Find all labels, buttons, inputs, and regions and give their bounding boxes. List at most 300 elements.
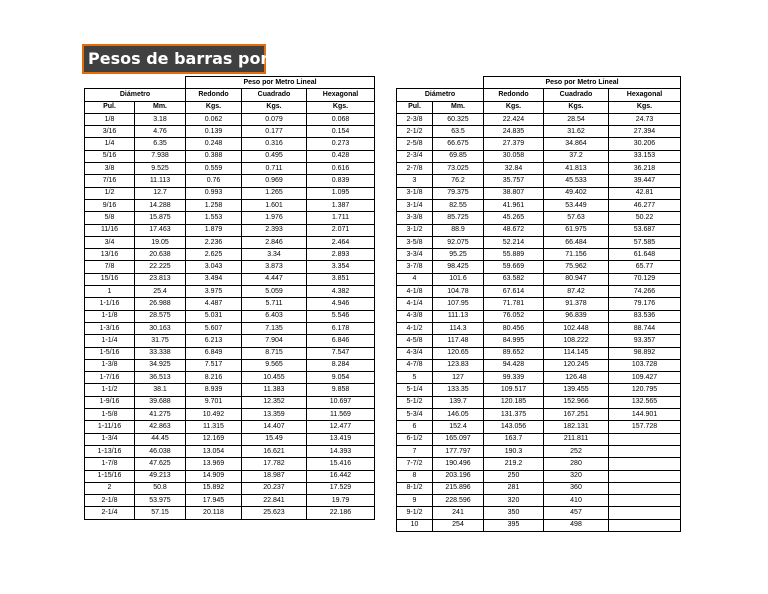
cell-inch: 1-1/4 <box>85 335 135 347</box>
cell-inch: 8 <box>397 470 433 482</box>
cell-inch: 1-3/16 <box>85 322 135 334</box>
cell-square-kg: 252 <box>544 445 609 457</box>
cell-hex-kg: 6.846 <box>307 335 375 347</box>
table-row <box>397 409 681 421</box>
cell-square-kg: 498 <box>544 519 609 531</box>
table-row <box>85 433 375 445</box>
cell-inch: 1-11/16 <box>85 421 135 433</box>
table-row <box>397 163 681 175</box>
cell-inch: 9/16 <box>85 199 135 211</box>
cell-inch: 3-1/2 <box>397 224 433 236</box>
cell-mm: 39.688 <box>135 396 186 408</box>
table-row <box>85 138 375 150</box>
header-group: Peso por Metro Lineal <box>484 77 681 89</box>
cell-round-kg: 14.909 <box>186 470 242 482</box>
weight-table-left <box>84 76 375 520</box>
header-kgs: Kgs. <box>484 101 544 113</box>
cell-hex-kg: 0.428 <box>307 150 375 162</box>
cell-hex-kg: 46.277 <box>609 199 681 211</box>
cell-square-kg: 6.403 <box>242 310 307 322</box>
cell-mm: 4.76 <box>135 126 186 138</box>
header-kgs: Kgs. <box>609 101 681 113</box>
cell-hex-kg: 6.178 <box>307 322 375 334</box>
table-row <box>397 482 681 494</box>
header-mm: Mm. <box>135 101 186 113</box>
cell-inch: 1/4 <box>85 138 135 150</box>
table-row <box>397 495 681 507</box>
cell-round-kg: 22.424 <box>484 113 544 125</box>
cell-mm: 3.18 <box>135 113 186 125</box>
table-row <box>85 310 375 322</box>
table-row <box>397 212 681 224</box>
cell-hex-kg <box>609 519 681 531</box>
cell-round-kg: 52.214 <box>484 236 544 248</box>
cell-hex-kg <box>609 458 681 470</box>
header-kgs: Kgs. <box>307 101 375 113</box>
cell-hex-kg: 24.73 <box>609 113 681 125</box>
table-row <box>397 384 681 396</box>
cell-hex-kg: 42.81 <box>609 187 681 199</box>
cell-mm: 76.2 <box>433 175 484 187</box>
cell-square-kg: 12.352 <box>242 396 307 408</box>
cell-inch: 1-3/8 <box>85 359 135 371</box>
cell-hex-kg: 88.744 <box>609 322 681 334</box>
cell-square-kg: 15.49 <box>242 433 307 445</box>
cell-mm: 82.55 <box>433 199 484 211</box>
cell-square-kg: 31.62 <box>544 126 609 138</box>
cell-inch: 7/16 <box>85 175 135 187</box>
cell-square-kg: 80.947 <box>544 273 609 285</box>
cell-square-kg: 5.711 <box>242 298 307 310</box>
cell-square-kg: 114.145 <box>544 347 609 359</box>
cell-round-kg: 2.625 <box>186 249 242 261</box>
cell-round-kg: 1.258 <box>186 199 242 211</box>
cell-inch: 2-1/2 <box>397 126 433 138</box>
cell-mm: 114.3 <box>433 322 484 334</box>
table-row <box>85 445 375 457</box>
cell-square-kg: 91.378 <box>544 298 609 310</box>
cell-square-kg: 120.245 <box>544 359 609 371</box>
cell-round-kg: 3.975 <box>186 286 242 298</box>
cell-round-kg: 67.614 <box>484 286 544 298</box>
cell-mm: 79.375 <box>433 187 484 199</box>
cell-hex-kg: 4.946 <box>307 298 375 310</box>
cell-square-kg: 45.533 <box>544 175 609 187</box>
cell-inch: 2-1/8 <box>85 495 135 507</box>
cell-mm: 190.496 <box>433 458 484 470</box>
cell-square-kg: 0.969 <box>242 175 307 187</box>
cell-square-kg: 41.813 <box>544 163 609 175</box>
cell-inch: 1/2 <box>85 187 135 199</box>
cell-mm: 92.075 <box>433 236 484 248</box>
cell-round-kg: 41.961 <box>484 199 544 211</box>
cell-mm: 38.1 <box>135 384 186 396</box>
table-row <box>397 199 681 211</box>
table-row <box>397 273 681 285</box>
cell-inch: 2-7/8 <box>397 163 433 175</box>
cell-inch: 13/16 <box>85 249 135 261</box>
table-row <box>85 322 375 334</box>
cell-hex-kg: 0.839 <box>307 175 375 187</box>
table-row <box>397 138 681 150</box>
cell-hex-kg: 53.687 <box>609 224 681 236</box>
cell-mm: 11.113 <box>135 175 186 187</box>
header-kgs: Kgs. <box>186 101 242 113</box>
cell-round-kg: 5.607 <box>186 322 242 334</box>
table-row <box>85 199 375 211</box>
table-row <box>397 322 681 334</box>
cell-mm: 19.05 <box>135 236 186 248</box>
cell-hex-kg: 1.095 <box>307 187 375 199</box>
cell-round-kg: 109.517 <box>484 384 544 396</box>
page-title-text: Pesos de barras por ml. <box>84 46 264 72</box>
table-row <box>397 150 681 162</box>
cell-inch: 1-5/8 <box>85 409 135 421</box>
cell-inch: 5-1/4 <box>397 384 433 396</box>
cell-mm: 98.425 <box>433 261 484 273</box>
cell-round-kg: 20.118 <box>186 507 242 519</box>
cell-hex-kg: 0.154 <box>307 126 375 138</box>
cell-hex-kg: 0.616 <box>307 163 375 175</box>
table-row <box>397 236 681 248</box>
cell-mm: 57.15 <box>135 507 186 519</box>
cell-round-kg: 0.139 <box>186 126 242 138</box>
cell-hex-kg: 10.697 <box>307 396 375 408</box>
table-row <box>397 261 681 273</box>
cell-square-kg: 75.962 <box>544 261 609 273</box>
cell-hex-kg: 65.77 <box>609 261 681 273</box>
cell-mm: 30.163 <box>135 322 186 334</box>
cell-square-kg: 4.447 <box>242 273 307 285</box>
table-row <box>397 396 681 408</box>
header-kgs: Kgs. <box>544 101 609 113</box>
cell-hex-kg: 2.071 <box>307 224 375 236</box>
cell-round-kg: 2.236 <box>186 236 242 248</box>
page-title <box>82 44 303 74</box>
cell-square-kg: 2.846 <box>242 236 307 248</box>
cell-inch: 6-1/2 <box>397 433 433 445</box>
cell-round-kg: 120.185 <box>484 396 544 408</box>
cell-square-kg: 96.839 <box>544 310 609 322</box>
cell-mm: 69.85 <box>433 150 484 162</box>
cell-inch: 3-7/8 <box>397 261 433 273</box>
table-row <box>397 310 681 322</box>
cell-hex-kg: 2.893 <box>307 249 375 261</box>
cell-square-kg: 102.448 <box>544 322 609 334</box>
cell-round-kg: 0.76 <box>186 175 242 187</box>
cell-mm: 228.596 <box>433 495 484 507</box>
table-row <box>397 298 681 310</box>
table-row <box>397 187 681 199</box>
table-row <box>85 347 375 359</box>
cell-inch: 1-1/8 <box>85 310 135 322</box>
cell-hex-kg: 74.266 <box>609 286 681 298</box>
table-row <box>85 126 375 138</box>
cell-inch: 15/16 <box>85 273 135 285</box>
cell-inch: 4-1/2 <box>397 322 433 334</box>
cell-round-kg: 11.315 <box>186 421 242 433</box>
cell-round-kg: 10.492 <box>186 409 242 421</box>
cell-inch: 5/8 <box>85 212 135 224</box>
cell-round-kg: 320 <box>484 495 544 507</box>
cell-inch: 10 <box>397 519 433 531</box>
cell-square-kg: 0.316 <box>242 138 307 150</box>
header-round: Redondo <box>484 89 544 101</box>
cell-round-kg: 8.216 <box>186 372 242 384</box>
table-row <box>85 495 375 507</box>
cell-mm: 85.725 <box>433 212 484 224</box>
cell-square-kg: 13.359 <box>242 409 307 421</box>
cell-square-kg: 18.987 <box>242 470 307 482</box>
cell-round-kg: 12.169 <box>186 433 242 445</box>
cell-inch: 2 <box>85 482 135 494</box>
header-square: Cuadrado <box>242 89 307 101</box>
cell-round-kg: 250 <box>484 470 544 482</box>
cell-inch: 7/8 <box>85 261 135 273</box>
cell-mm: 63.5 <box>433 126 484 138</box>
cell-hex-kg: 5.546 <box>307 310 375 322</box>
cell-inch: 9 <box>397 495 433 507</box>
cell-square-kg: 167.251 <box>544 409 609 421</box>
table-row <box>397 519 681 531</box>
cell-mm: 20.638 <box>135 249 186 261</box>
cell-hex-kg: 39.447 <box>609 175 681 187</box>
table-row <box>397 470 681 482</box>
cell-square-kg: 9.565 <box>242 359 307 371</box>
cell-round-kg: 99.339 <box>484 372 544 384</box>
cell-hex-kg: 132.565 <box>609 396 681 408</box>
cell-mm: 66.675 <box>433 138 484 150</box>
cell-inch: 4-1/4 <box>397 298 433 310</box>
cell-mm: 203.196 <box>433 470 484 482</box>
table-row <box>85 421 375 433</box>
cell-mm: 17.463 <box>135 224 186 236</box>
cell-square-kg: 37.2 <box>544 150 609 162</box>
cell-round-kg: 55.889 <box>484 249 544 261</box>
cell-inch: 5-3/4 <box>397 409 433 421</box>
cell-square-kg: 320 <box>544 470 609 482</box>
cell-mm: 47.625 <box>135 458 186 470</box>
cell-mm: 42.863 <box>135 421 186 433</box>
cell-mm: 53.975 <box>135 495 186 507</box>
cell-inch: 3/8 <box>85 163 135 175</box>
cell-square-kg: 16.621 <box>242 445 307 457</box>
cell-hex-kg: 12.477 <box>307 421 375 433</box>
table-row <box>397 175 681 187</box>
cell-round-kg: 281 <box>484 482 544 494</box>
cell-square-kg: 152.966 <box>544 396 609 408</box>
cell-square-kg: 1.601 <box>242 199 307 211</box>
cell-mm: 177.797 <box>433 445 484 457</box>
cell-inch: 6 <box>397 421 433 433</box>
cell-inch: 3-3/4 <box>397 249 433 261</box>
cell-round-kg: 0.559 <box>186 163 242 175</box>
cell-hex-kg: 30.206 <box>609 138 681 150</box>
cell-square-kg: 0.711 <box>242 163 307 175</box>
cell-round-kg: 32.84 <box>484 163 544 175</box>
cell-mm: 31.75 <box>135 335 186 347</box>
cell-mm: 107.95 <box>433 298 484 310</box>
cell-hex-kg: 93.357 <box>609 335 681 347</box>
cell-round-kg: 15.892 <box>186 482 242 494</box>
cell-square-kg: 0.079 <box>242 113 307 125</box>
cell-mm: 152.4 <box>433 421 484 433</box>
cell-round-kg: 45.265 <box>484 212 544 224</box>
cell-square-kg: 14.407 <box>242 421 307 433</box>
cell-hex-kg: 57.585 <box>609 236 681 248</box>
cell-round-kg: 395 <box>484 519 544 531</box>
table-row <box>85 212 375 224</box>
cell-hex-kg: 79.176 <box>609 298 681 310</box>
cell-hex-kg: 103.728 <box>609 359 681 371</box>
cell-hex-kg: 0.068 <box>307 113 375 125</box>
header-diameter: Diámetro <box>397 89 484 101</box>
cell-inch: 4 <box>397 273 433 285</box>
table-row <box>85 236 375 248</box>
cell-square-kg: 139.455 <box>544 384 609 396</box>
cell-inch: 4-5/8 <box>397 335 433 347</box>
table-row <box>397 347 681 359</box>
cell-inch: 2-1/4 <box>85 507 135 519</box>
cell-hex-kg: 1.387 <box>307 199 375 211</box>
cell-square-kg: 17.782 <box>242 458 307 470</box>
cell-hex-kg: 13.419 <box>307 433 375 445</box>
cell-round-kg: 59.669 <box>484 261 544 273</box>
cell-hex-kg: 70.129 <box>609 273 681 285</box>
cell-square-kg: 360 <box>544 482 609 494</box>
header-square: Cuadrado <box>544 89 609 101</box>
cell-square-kg: 71.156 <box>544 249 609 261</box>
cell-square-kg: 49.402 <box>544 187 609 199</box>
table-row <box>397 507 681 519</box>
cell-inch: 2-5/8 <box>397 138 433 150</box>
table-row <box>85 175 375 187</box>
table-row <box>85 286 375 298</box>
cell-round-kg: 13.054 <box>186 445 242 457</box>
cell-inch: 4-3/8 <box>397 310 433 322</box>
table-row <box>85 470 375 482</box>
cell-square-kg: 0.495 <box>242 150 307 162</box>
cell-inch: 3 <box>397 175 433 187</box>
cell-square-kg: 0.177 <box>242 126 307 138</box>
cell-mm: 133.35 <box>433 384 484 396</box>
cell-inch: 7 <box>397 445 433 457</box>
cell-hex-kg: 1.711 <box>307 212 375 224</box>
cell-mm: 241 <box>433 507 484 519</box>
cell-mm: 7.938 <box>135 150 186 162</box>
cell-mm: 215.896 <box>433 482 484 494</box>
cell-round-kg: 3.494 <box>186 273 242 285</box>
cell-inch: 1-1/16 <box>85 298 135 310</box>
cell-square-kg: 182.131 <box>544 421 609 433</box>
cell-round-kg: 80.456 <box>484 322 544 334</box>
cell-round-kg: 17.945 <box>186 495 242 507</box>
cell-square-kg: 22.841 <box>242 495 307 507</box>
cell-round-kg: 71.781 <box>484 298 544 310</box>
cell-inch: 1-7/8 <box>85 458 135 470</box>
cell-square-kg: 25.623 <box>242 507 307 519</box>
cell-hex-kg: 83.536 <box>609 310 681 322</box>
cell-inch: 5-1/2 <box>397 396 433 408</box>
table-row <box>85 335 375 347</box>
cell-hex-kg: 22.186 <box>307 507 375 519</box>
table-row <box>85 273 375 285</box>
cell-round-kg: 0.993 <box>186 187 242 199</box>
cell-inch: 11/16 <box>85 224 135 236</box>
table-row <box>85 224 375 236</box>
table-row <box>85 384 375 396</box>
cell-inch: 3/4 <box>85 236 135 248</box>
cell-mm: 22.225 <box>135 261 186 273</box>
cell-inch: 3-3/8 <box>397 212 433 224</box>
table-row <box>85 249 375 261</box>
table-row <box>85 507 375 519</box>
cell-mm: 120.65 <box>433 347 484 359</box>
cell-inch: 4-7/8 <box>397 359 433 371</box>
table-row <box>397 359 681 371</box>
cell-hex-kg: 33.153 <box>609 150 681 162</box>
cell-mm: 123.83 <box>433 359 484 371</box>
cell-hex-kg: 16.442 <box>307 470 375 482</box>
cell-mm: 12.7 <box>135 187 186 199</box>
table-row <box>85 187 375 199</box>
cell-inch: 3-1/8 <box>397 187 433 199</box>
table-row <box>397 421 681 433</box>
cell-hex-kg: 9.858 <box>307 384 375 396</box>
header-inch: Pul. <box>397 101 433 113</box>
cell-mm: 127 <box>433 372 484 384</box>
cell-hex-kg <box>609 482 681 494</box>
cell-round-kg: 5.031 <box>186 310 242 322</box>
table-row <box>397 433 681 445</box>
cell-square-kg: 7.135 <box>242 322 307 334</box>
cell-hex-kg: 3.851 <box>307 273 375 285</box>
cell-mm: 49.213 <box>135 470 186 482</box>
cell-round-kg: 131.375 <box>484 409 544 421</box>
table-row <box>397 372 681 384</box>
cell-hex-kg: 3.354 <box>307 261 375 273</box>
cell-inch: 3-5/8 <box>397 236 433 248</box>
cell-square-kg: 3.34 <box>242 249 307 261</box>
cell-hex-kg <box>609 433 681 445</box>
cell-round-kg: 0.062 <box>186 113 242 125</box>
cell-hex-kg: 9.054 <box>307 372 375 384</box>
cell-mm: 95.25 <box>433 249 484 261</box>
cell-hex-kg: 36.218 <box>609 163 681 175</box>
cell-inch: 2-3/4 <box>397 150 433 162</box>
cell-hex-kg <box>609 495 681 507</box>
cell-square-kg: 20.237 <box>242 482 307 494</box>
cell-square-kg: 57.63 <box>544 212 609 224</box>
cell-mm: 28.575 <box>135 310 186 322</box>
table-row <box>397 224 681 236</box>
table-row <box>397 286 681 298</box>
cell-mm: 25.4 <box>135 286 186 298</box>
cell-mm: 139.7 <box>433 396 484 408</box>
header-hexagonal: Hexagonal <box>609 89 681 101</box>
cell-square-kg: 280 <box>544 458 609 470</box>
cell-round-kg: 7.517 <box>186 359 242 371</box>
table-row <box>85 482 375 494</box>
cell-square-kg: 1.976 <box>242 212 307 224</box>
cell-inch: 5 <box>397 372 433 384</box>
table-row <box>85 396 375 408</box>
cell-mm: 33.338 <box>135 347 186 359</box>
cell-round-kg: 63.582 <box>484 273 544 285</box>
header-hexagonal: Hexagonal <box>307 89 375 101</box>
cell-mm: 26.988 <box>135 298 186 310</box>
cell-mm: 146.05 <box>433 409 484 421</box>
